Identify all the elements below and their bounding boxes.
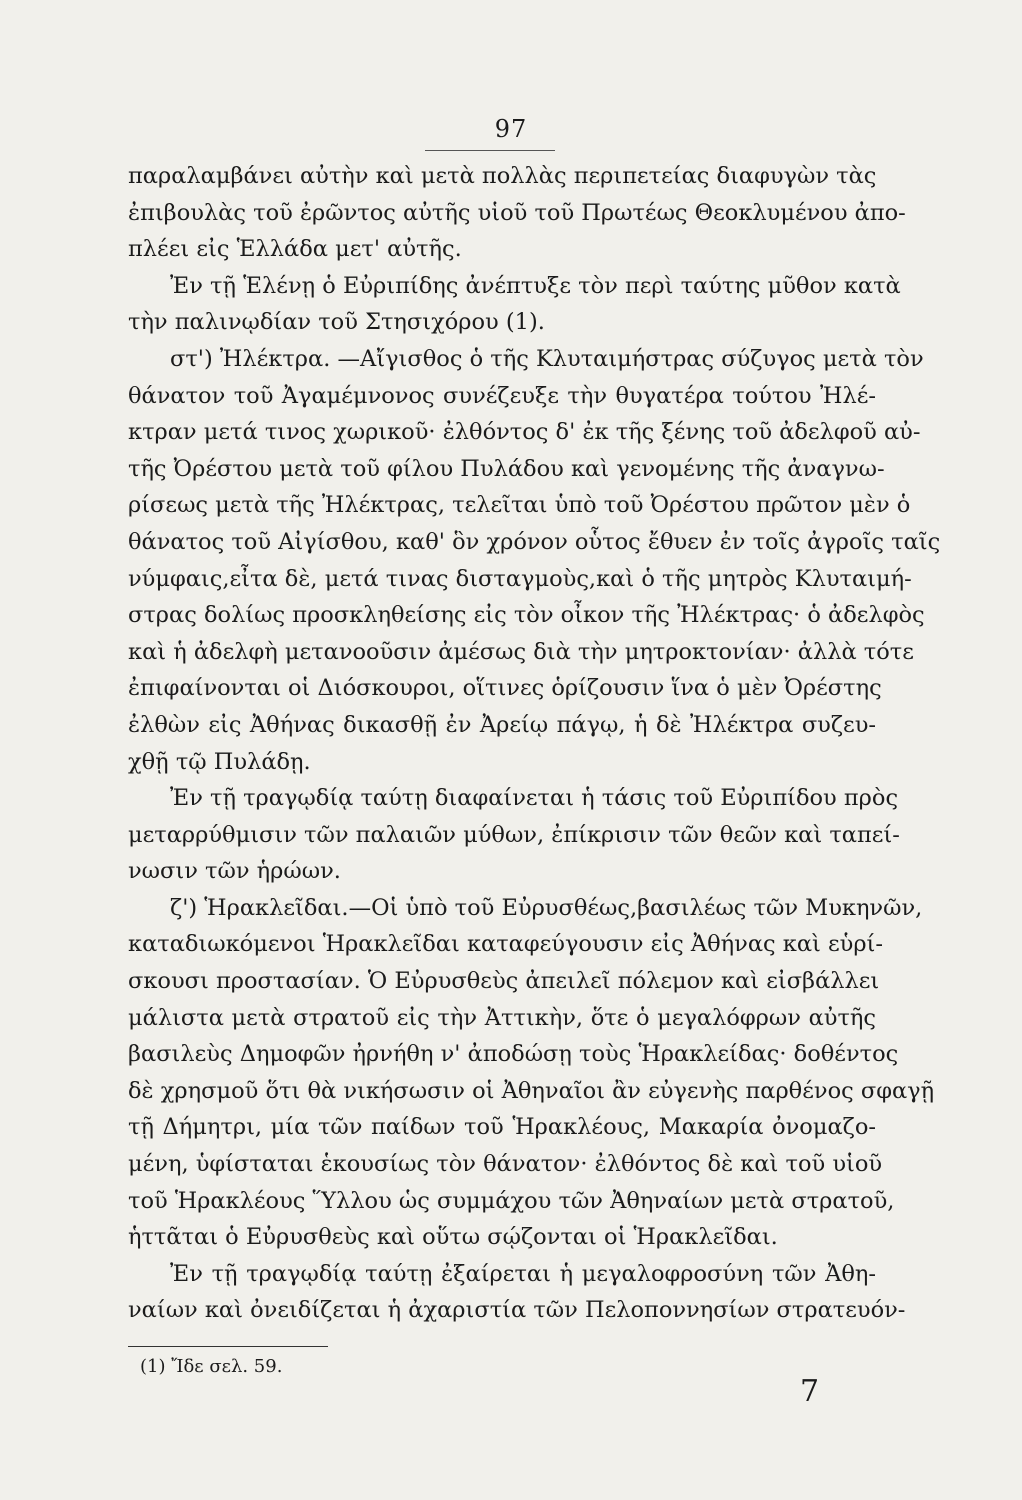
text-line: μάλιστα μετὰ στρατοῦ εἰς τὴν Ἀττικὴν, ὅτε ὁ μεγαλόφρων αὐτῆς (128, 1004, 876, 1031)
page-number-rule (425, 150, 555, 151)
text-line: τῆς Ὀρέστου μετὰ τοῦ φίλου Πυλάδου καὶ γενομένης τῆς ἀναγνω- (128, 455, 885, 482)
text-line: στ') Ἠλέκτρα. —Αἴγισθος ὁ τῆς Κλυταιμήστρας σύζυγος μετὰ τὸν (170, 345, 924, 372)
text-line: παραλαμβάνει αὐτὴν καὶ μετὰ πολλὰς περιπετείας διαφυγὼν τὰς (128, 163, 877, 189)
text-line: τοῦ Ἡρακλέους Ὕλλου ὡς συμμάχου τῶν Ἀθηναίων μετὰ στρατοῦ, (128, 1187, 895, 1214)
text-line: θάνατον τοῦ Ἀγαμέμνονος συνέζευξε τὴν θυγατέρα τούτου Ἠλέ- (128, 382, 876, 409)
text-line: πλέει εἰς Ἑλλάδα μετ' αὐτῆς. (128, 236, 462, 263)
text-line: ἡττᾶται ὁ Εὐρυσθεὺς καὶ οὕτω σῴζονται οἱ Ἡρακλεῖδαι. (128, 1224, 778, 1251)
text-line: σκουσι προστασίαν. Ὁ Εὐρυσθεὺς ἀπειλεῖ πόλεμον καὶ εἰσβάλλει (128, 968, 880, 995)
text-line: νωσιν τῶν ἡρώων. (128, 858, 341, 885)
text-line: μένη, ὑφίσταται ἑκουσίως τὸν θάνατον· ἐλθόντος δὲ καὶ τοῦ υἱοῦ (128, 1151, 883, 1178)
text-line: βασιλεὺς Δημοφῶν ἠρνήθη ν' ἀποδώσῃ τοὺς Ἡρακλείδας· δοθέντος (128, 1041, 899, 1068)
text-line: ζ') Ἡρακλεῖδαι.—Οἱ ὑπὸ τοῦ Εὐρυσθέως,βασιλέως τῶν Μυκηνῶν, (170, 894, 923, 921)
footnote: (1) Ἴδε σελ. 59. (140, 1356, 283, 1377)
text-line: Ἐν τῇ τραγῳδίᾳ ταύτῃ διαφαίνεται ἡ τάσις τοῦ Εὐριπίδου πρὸς (170, 785, 899, 812)
footnote-rule (128, 1346, 328, 1347)
text-line: ρίσεως μετὰ τῆς Ἠλέκτρας, τελεῖται ὑπὸ τοῦ Ὀρέστου πρῶτον μὲν ὁ (128, 492, 911, 519)
body-text (128, 158, 941, 1329)
text-line: ναίων καὶ ὀνειδίζεται ἡ ἀχαριστία τῶν Πελοποννησίων στρατευόν- (128, 1297, 906, 1324)
text-line: μεταρρύθμισιν τῶν παλαιῶν μύθων, ἐπίκρισιν τῶν θεῶν καὶ ταπεί- (128, 821, 900, 848)
text-line: Ἐν τῇ Ἑλένῃ ὁ Εὐριπίδης ἀνέπτυξε τὸν περὶ ταύτης μῦθον κατὰ (170, 272, 901, 299)
text-line: χθῇ τῷ Πυλάδῃ. (128, 748, 311, 775)
text-line: καταδιωκόμενοι Ἡρακλεῖδαι καταφεύγουσιν εἰς Ἀθήνας καὶ εὑρί- (128, 931, 883, 958)
text-line: θάνατος τοῦ Αἰγίσθου, καθ' ὃν χρόνον οὗτος ἔθυεν ἐν τοῖς ἀγροῖς ταῖς (128, 528, 941, 555)
text-line: δὲ χρησμοῦ ὅτι θὰ νικήσωσιν οἱ Ἀθηναῖοι ἂν εὐγενὴς παρθένος σφαγῇ (128, 1077, 935, 1104)
text-line: τὴν παλινῳδίαν τοῦ Στησιχόρου (1). (128, 309, 545, 336)
signature-mark: 7 (800, 1374, 820, 1409)
text-line: Ἐν τῇ τραγῳδίᾳ ταύτῃ ἐξαίρεται ἡ μεγαλοφροσύνη τῶν Ἀθη- (170, 1260, 876, 1287)
text-line: καὶ ἡ ἀδελφὴ μετανοοῦσιν ἀμέσως διὰ τὴν μητροκτονίαν· ἀλλὰ τότε (128, 638, 914, 665)
text-line: κτραν μετά τινος χωρικοῦ· ἐλθόντος δ' ἐκ τῆς ξένης τοῦ ἀδελφοῦ αὐ- (128, 419, 921, 446)
text-line: ἐπιβουλὰς τοῦ ἐρῶντος αὐτῆς υἱοῦ τοῦ Πρωτέως Θεοκλυμένου ἀπο- (128, 199, 906, 226)
text-line: ἐλθὼν εἰς Ἀθήνας δικασθῇ ἐν Ἀρείῳ πάγῳ, ἡ δὲ Ἠλέκτρα συζευ- (128, 711, 876, 738)
text-line: ἐπιφαίνονται οἱ Διόσκουροι, οἵτινες ὁρίζουσιν ἵνα ὁ μὲν Ὀρέστης (128, 675, 882, 702)
text-line: νύμφαις,εἶτα δὲ, μετά τινας δισταγμοὺς,καὶ ὁ τῆς μητρὸς Κλυταιμή- (128, 565, 912, 592)
page-number: 97 (494, 115, 528, 143)
text-line: στρας δολίως προσκληθείσης εἰς τὸν οἶκον τῆς Ἠλέκτρας· ὁ ἀδελφὸς (128, 602, 925, 629)
text-line: τῇ Δήμητρι, μία τῶν παίδων τοῦ Ἡρακλέους, Μακαρία ὀνομαζο- (128, 1114, 876, 1141)
